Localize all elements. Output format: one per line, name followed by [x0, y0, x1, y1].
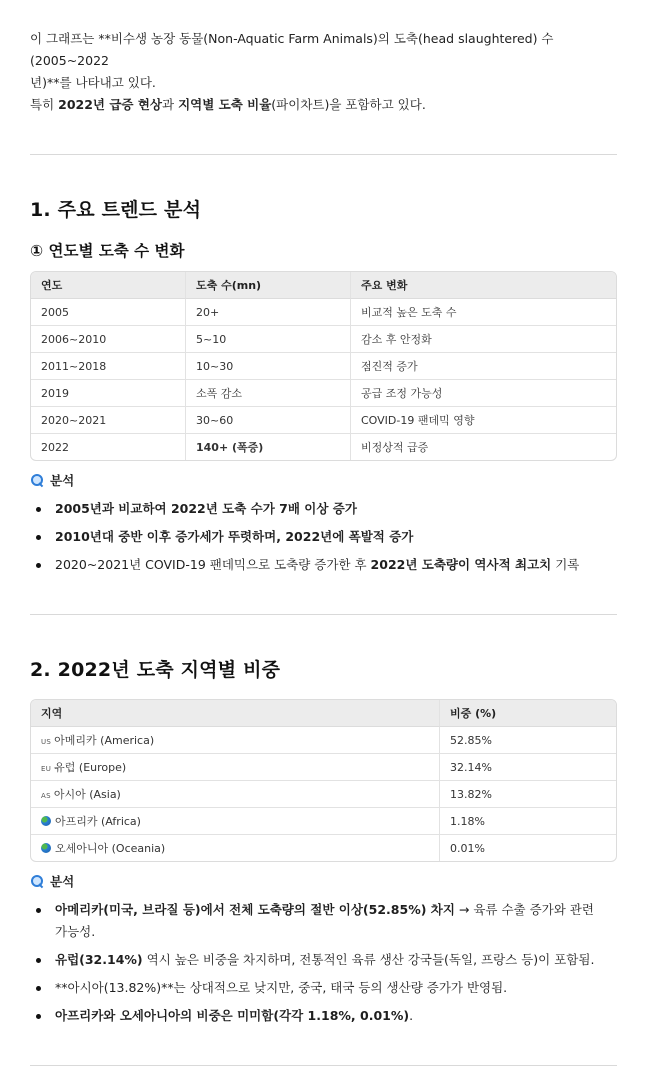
list-item — [55, 498, 617, 520]
bullet-text-post: . — [409, 1008, 414, 1023]
bullet-text: 2020~2021년 COVID-19 팬데믹으로 도축량 증가한 후 — [55, 557, 371, 572]
list-item — [55, 526, 617, 548]
section-1-title: 1. 주요 트렌드 분석 — [30, 199, 202, 221]
cell-change: 비정상적 급증 — [350, 434, 616, 460]
col-header-year: 연도 — [31, 272, 185, 299]
table-row — [31, 407, 616, 434]
col-header-change: 주요 변화 — [350, 272, 616, 299]
intro-line2-bold2: 지역별 도축 비율 — [178, 97, 272, 112]
cell-region — [31, 835, 439, 861]
cell-year: 2020~2021 — [31, 407, 185, 434]
analysis-list-1 — [30, 498, 617, 576]
magnifier-icon — [30, 473, 44, 487]
globe-icon — [41, 816, 51, 826]
cell-year: 2022 — [41, 440, 69, 454]
analysis-heading-2 — [30, 870, 617, 892]
cell-share: 0.01% — [439, 835, 616, 861]
bullet-text-line2: 가능성. — [55, 924, 96, 939]
cell-year: 2006~2010 — [31, 326, 185, 353]
cell-count: 소폭 감소 — [185, 380, 350, 407]
cell-year: 2019 — [31, 380, 185, 407]
cell-count: 140+ (폭증) — [185, 434, 350, 460]
bullet-bold: 아프리카와 오세아니아의 비중은 미미함(각각 1.18%, 0.01%) — [55, 1008, 410, 1023]
intro-line-1 — [30, 28, 617, 94]
table-row — [31, 380, 616, 407]
intro-line2-mid: 과 — [162, 97, 179, 112]
cell-share: 52.85% — [439, 727, 616, 754]
bullet-text: 2005년과 비교하여 2022년 도축 수가 7배 이상 증가 — [55, 501, 357, 516]
analysis-label: 분석 — [50, 473, 75, 488]
col-header-share: 비중 (%) — [439, 700, 616, 727]
bullet-text: 2010년대 중반 이후 증가세가 뚜렷하며, 2022년에 폭발적 증가 — [55, 529, 414, 544]
bullet-text-post: 기록 — [551, 557, 580, 572]
bullet-bold: 2022년 도축량이 역사적 최고치 — [370, 557, 552, 572]
cell-change: 비교적 높은 도축 수 — [350, 299, 616, 326]
asia-flag-icon: AS — [41, 792, 51, 800]
cell-change: COVID-19 팬데믹 영향 — [350, 407, 616, 434]
globe-icon — [41, 843, 51, 853]
regional-share-table — [30, 699, 617, 862]
analysis-list-2 — [30, 899, 617, 1027]
bullet-bold: 유럽(32.14%) — [55, 952, 143, 967]
list-item — [55, 899, 617, 943]
intro-text-a: 이 그래프는 **비수생 농장 동물(Non-Aquatic Farm Animals)의 도축(head slaughtered) 수(2005~2022 — [30, 31, 554, 68]
cell-count: 20+ — [185, 299, 350, 326]
cell-share: 13.82% — [439, 781, 616, 808]
bullet-text: **아시아(13.82%)**는 상대적으로 낮지만, 중국, 태국 등의 생산량 증가가 반영됨. — [55, 980, 508, 995]
cell-change: 감소 후 안정화 — [350, 326, 616, 353]
cell-share: 32.14% — [439, 754, 616, 781]
col-header-count: 도축 수(mn) — [185, 272, 350, 299]
analysis-label: 분석 — [50, 874, 75, 889]
bullet-text-post: 역시 높은 비중을 차지하며, 전통적인 육류 생산 강국들(독일, 프랑스 등)이 포함됨. — [142, 952, 595, 967]
cell-count: 30~60 — [185, 407, 350, 434]
table-header-row — [31, 700, 616, 727]
intro-text-b: 년)**를 나타내고 있다. — [30, 75, 156, 90]
list-item — [55, 1005, 617, 1027]
section-1-subtitle: ① 연도별 도축 수 변화 — [30, 242, 185, 260]
list-item — [55, 977, 617, 999]
list-item — [55, 554, 617, 576]
table-row — [31, 299, 616, 326]
section-2-title: 2. 2022년 도축 지역별 비중 — [30, 659, 281, 681]
intro-line2-bold1: 2022년 급증 현상 — [58, 97, 162, 112]
cell-year: 2005 — [31, 299, 185, 326]
table-row — [31, 835, 616, 861]
cell-count: 5~10 — [185, 326, 350, 353]
table-row — [31, 727, 616, 754]
region-name: 유럽 (Europe) — [54, 761, 127, 774]
cell-region — [31, 754, 439, 781]
table-row — [31, 434, 616, 460]
divider — [30, 154, 617, 155]
divider — [30, 614, 617, 615]
intro-line2-pre: 특히 — [30, 97, 59, 112]
list-item — [55, 949, 617, 971]
eu-flag-icon: EU — [41, 765, 52, 773]
magnifier-icon — [30, 874, 44, 888]
cell-count: 10~30 — [185, 353, 350, 380]
table-row — [31, 326, 616, 353]
table-row — [31, 808, 616, 835]
region-name: 아프리카 (Africa) — [55, 815, 141, 828]
col-header-region: 지역 — [31, 700, 439, 727]
intro-paragraph — [30, 28, 617, 116]
analysis-heading-1 — [30, 469, 617, 491]
us-flag-icon: US — [41, 738, 52, 746]
intro-line-2 — [30, 94, 617, 116]
cell-change: 점진적 증가 — [350, 353, 616, 380]
region-name: 아시아 (Asia) — [53, 788, 121, 801]
yearly-slaughter-table — [30, 271, 617, 461]
bullet-text-post: → 육류 수출 증가와 관련 — [454, 902, 594, 917]
intro-line2-post: (파이차트)을 포함하고 있다. — [271, 97, 426, 112]
region-name: 아메리카 (America) — [54, 734, 155, 747]
table-header-row — [31, 272, 616, 299]
cell-change: 공급 조정 가능성 — [350, 380, 616, 407]
cell-region — [31, 808, 439, 835]
table-row — [31, 754, 616, 781]
bullet-bold: 아메리카(미국, 브라질 등)에서 전체 도축량의 절반 이상(52.85%) 차지 — [55, 902, 455, 917]
cell-region — [31, 781, 439, 808]
table-row — [31, 781, 616, 808]
table-row — [31, 353, 616, 380]
region-name: 오세아니아 (Oceania) — [55, 842, 166, 855]
cell-share: 1.18% — [439, 808, 616, 835]
cell-region — [31, 727, 439, 754]
cell-year: 2011~2018 — [31, 353, 185, 380]
